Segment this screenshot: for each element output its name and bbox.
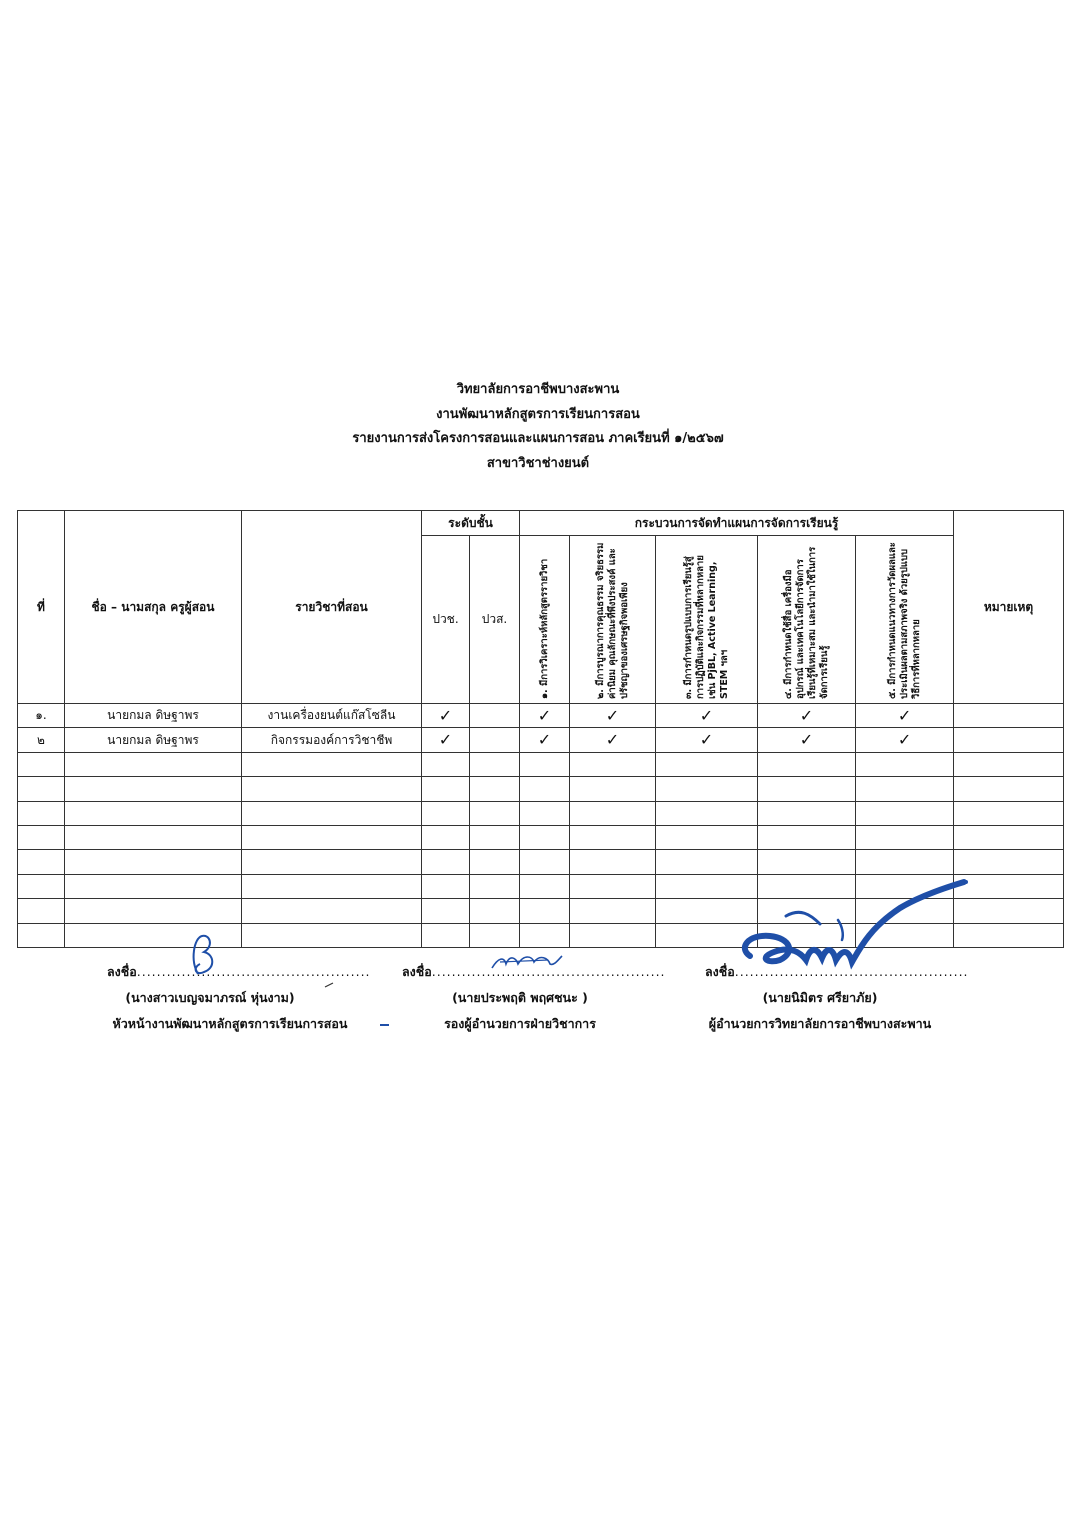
process-label-2: ๒. มีการบูรณาการคุณธรรม จริยธรรม ค่านิยม คุณลักษณะที่พึงประสงค์ และปรัชญาของเศรษฐกิจพอเพียง: [594, 542, 630, 699]
handwritten-signature-1: [180, 930, 230, 980]
check-cell: [470, 728, 520, 752]
check-mark: ✓: [520, 728, 570, 752]
col-remark-header: หมายเหตุ: [954, 511, 1064, 704]
document-header: [0, 378, 1076, 476]
signer-name-2: (นายประพฤติ พฤศชนะ ): [452, 990, 588, 1005]
signer-name-3: (นายนิมิตร ศรียาภัย): [762, 990, 878, 1005]
sign-label: ลงชื่อ: [705, 964, 735, 979]
process-header-5: [856, 536, 954, 704]
process-label-3: ๓. มีการกำหนดรูปแบบการเรียนรู้สู่การปฏิบัติและกิจกรรมที่หลากหลาย เช่น PjBL, Active Learning, STEM ฯลฯ: [682, 554, 730, 699]
signature-block-1: [107, 962, 371, 982]
empty-row: [18, 801, 1064, 825]
row-no: ๒: [18, 728, 65, 752]
check-mark: ✓: [422, 704, 470, 728]
signer-name-1: (นางสาวเบญจมาภรณ์ หุ่นงาม): [125, 990, 295, 1005]
empty-row: [18, 752, 1064, 776]
table-row: [18, 728, 1064, 752]
col-name-header: ชื่อ – นามสกุล ครูผู้สอน: [65, 511, 242, 704]
signer-position-2: รองผู้อำนวยการฝ่ายวิชาการ: [444, 1016, 596, 1031]
handwritten-signature-2: [488, 944, 568, 976]
process-header-1: [520, 536, 570, 704]
check-cell: [470, 704, 520, 728]
signer-position-1: หัวหน้างานพัฒนาหลักสูตรการเรียนการสอน: [112, 1016, 348, 1031]
check-mark: ✓: [656, 728, 758, 752]
teacher-name: นายกมล ดิษฐาพร: [65, 704, 242, 728]
sign-label: ลงชื่อ: [107, 964, 137, 979]
remark-cell: [954, 728, 1064, 752]
check-mark: ✓: [856, 704, 954, 728]
ink-mark: [324, 982, 336, 988]
process-header-3: [656, 536, 758, 704]
ink-mark: [378, 1022, 392, 1028]
check-mark: ✓: [520, 704, 570, 728]
sign-dots: ...............................................: [136, 964, 371, 979]
check-mark: ✓: [570, 704, 656, 728]
sign-dots: ...............................................: [431, 964, 666, 979]
subject-name: งานเครื่องยนต์แก๊สโซลีน: [242, 704, 422, 728]
table-row: [18, 704, 1064, 728]
row-no: ๑.: [18, 704, 65, 728]
check-mark: ✓: [758, 728, 856, 752]
empty-row: [18, 777, 1064, 801]
program-name: สาขาวิชาช่างยนต์: [486, 455, 590, 471]
empty-row: [18, 850, 1064, 874]
department-name: งานพัฒนาหลักสูตรการเรียนการสอน: [436, 406, 640, 422]
level-pvc-header: ปวช.: [422, 536, 470, 704]
check-mark: ✓: [656, 704, 758, 728]
handwritten-signature-3: [730, 878, 980, 978]
process-label-1: ๑. มีการวิเคราะห์หลักสูตรรายวิชา: [538, 558, 550, 699]
col-level-header: ระดับชั้น: [422, 511, 520, 536]
col-process-header: กระบวนการจัดทำแผนการจัดการเรียนรู้: [520, 511, 954, 536]
check-mark: ✓: [856, 728, 954, 752]
col-subject-header: รายวิชาที่สอน: [242, 511, 422, 704]
process-label-4: ๔. มีการกำหนดใช้สื่อ เครื่องมือ อุปกรณ์ และเทคโนโลยีการจัดการเรียนรู้ที่เหมาะสม และนำมาใช้ในการจัดการเรียนรู้: [782, 546, 830, 699]
check-mark: ✓: [758, 704, 856, 728]
check-mark: ✓: [570, 728, 656, 752]
process-label-5: ๕. มีการกำหนดแนวทางการวัดผลและประเมินผลตามสภาพจริง ด้วยรูปแบบวิธีการที่หลากหลาย: [886, 541, 922, 699]
signer-position-3: ผู้อำนวยการวิทยาลัยการอาชีพบางสะพาน: [708, 1016, 932, 1031]
college-name: วิทยาลัยการอาชีพบางสะพาน: [456, 382, 620, 397]
process-header-4: [758, 536, 856, 704]
teacher-name: นายกมล ดิษฐาพร: [65, 728, 242, 752]
sign-label: ลงชื่อ: [402, 964, 432, 979]
report-title: รายงานการส่งโครงการสอนและแผนการสอน ภาคเรียนที่ ๑/๒๕๖๗: [352, 431, 724, 446]
remark-cell: [954, 704, 1064, 728]
level-pvs-header: ปวส.: [470, 536, 520, 704]
subject-name: กิจกรรมองค์การวิชาชีพ: [242, 728, 422, 752]
sign-dots: ...............................................: [734, 964, 969, 979]
process-header-2: [570, 536, 656, 704]
empty-row: [18, 825, 1064, 849]
check-mark: ✓: [422, 728, 470, 752]
col-no-header: ที่: [18, 511, 65, 704]
